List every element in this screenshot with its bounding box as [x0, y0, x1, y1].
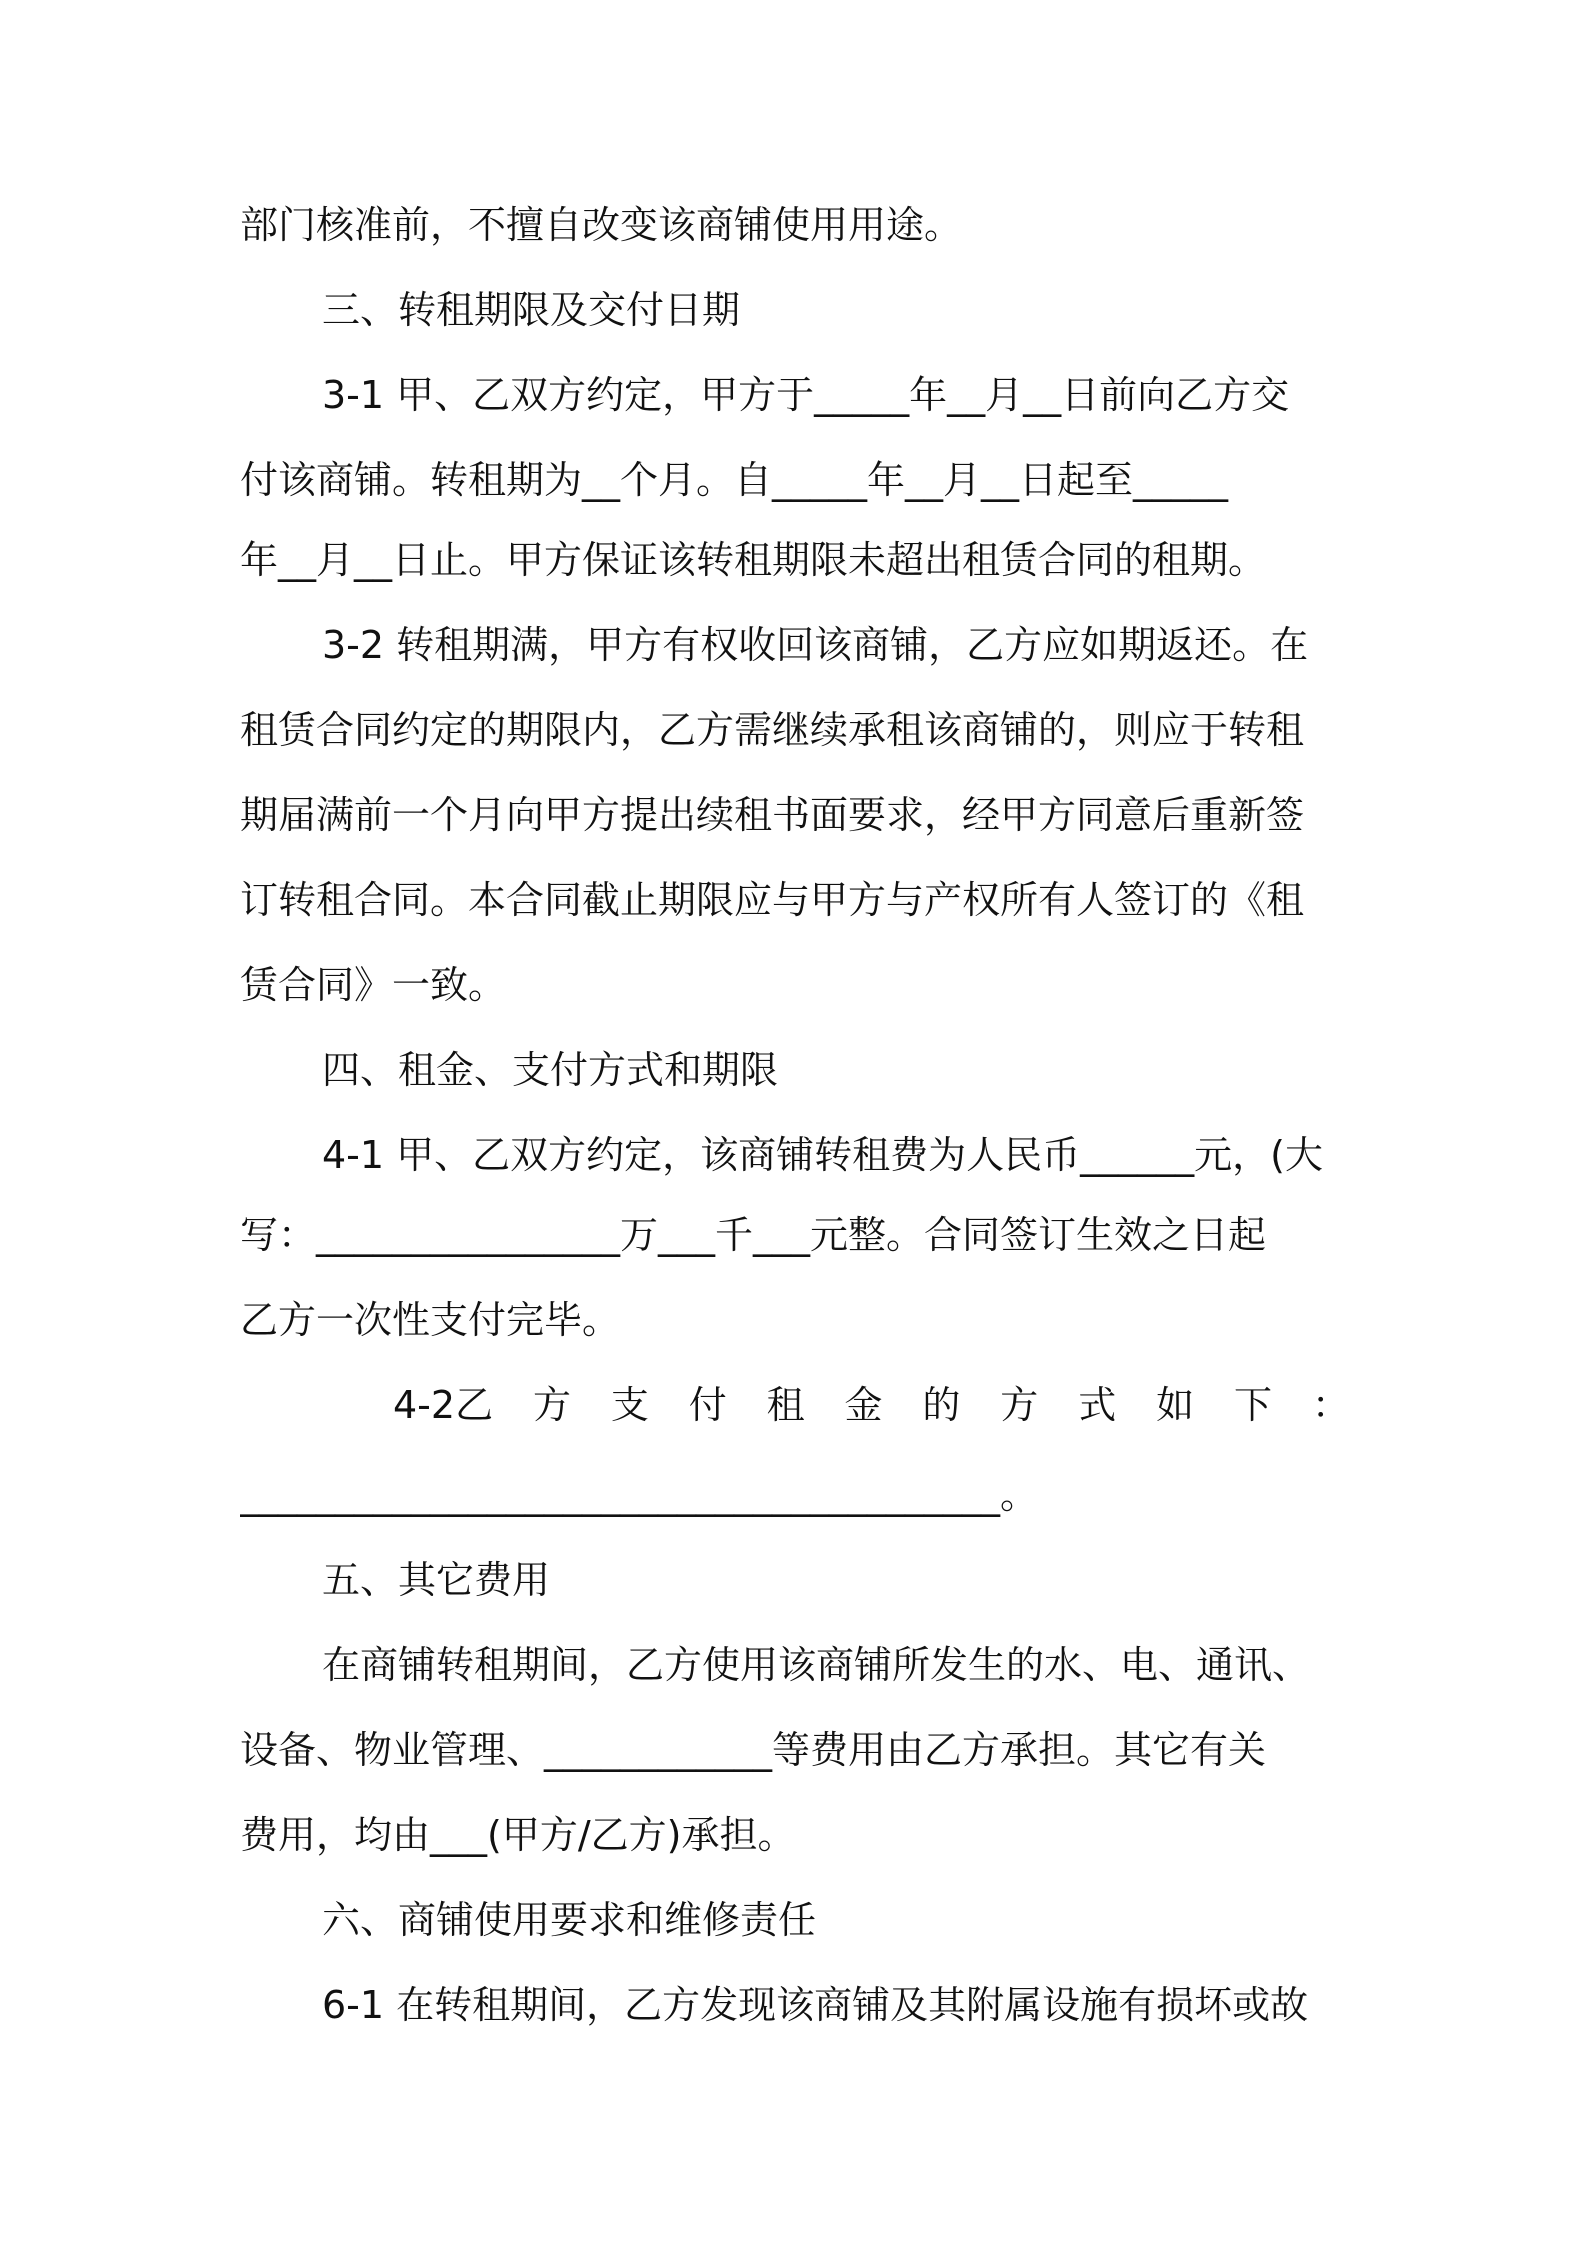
clause-3-2-line: 订转租合同。本合同截止期限应与甲方与产权所有人签订的《租 [240, 878, 1305, 922]
paragraph-line: 部门核准前，不擅自改变该商铺使用用途。 [240, 203, 963, 247]
clause-4-2-char: 下 [1233, 1383, 1272, 1427]
section-heading-5: 五、其它费用 [322, 1558, 551, 1602]
clause-4-2-char: 的 [922, 1383, 961, 1427]
clause-4-2-char: 租 [766, 1383, 805, 1427]
clause-4-1-line: 乙方一次性支付完毕。 [240, 1298, 621, 1342]
section-heading-6: 六、商铺使用要求和维修责任 [322, 1898, 817, 1942]
clause-4-2-char: 式 [1078, 1383, 1117, 1427]
clause-3-2-line: 赁合同》一致。 [240, 963, 507, 1007]
clause-6-1-line: 6-1 在转租期间，乙方发现该商铺及其附属设施有损坏或故 [322, 1983, 1309, 2027]
section-heading-3: 三、转租期限及交付日期 [322, 288, 741, 332]
clause-4-2-char: 支 [610, 1383, 649, 1427]
clause-3-2-line: 3-2 转租期满，甲方有权收回该商铺，乙方应如期返还。在 [322, 623, 1309, 667]
section-heading-4: 四、租金、支付方式和期限 [322, 1048, 779, 1092]
clause-4-2-prefix: 4-2乙 [393, 1383, 494, 1427]
clause-4-2-char: 付 [688, 1383, 727, 1427]
clause-4-2-char: 方 [532, 1383, 571, 1427]
section-5-line: 在商铺转租期间，乙方使用该商铺所发生的水、电、通讯、 [322, 1643, 1311, 1687]
clause-4-1-line: 写：________________万___千___元整。合同签订生效之日起 [240, 1213, 1267, 1257]
section-5-line: 费用，均由___(甲方/乙方)承担。 [240, 1813, 796, 1857]
clause-3-2-line: 期届满前一个月向甲方提出续租书面要求，经甲方同意后重新签 [240, 793, 1305, 837]
clause-4-2-char: 方 [1000, 1383, 1039, 1427]
clause-3-1-line: 年__月__日止。甲方保证该转租期限未超出租赁合同的租期。 [240, 538, 1267, 582]
clause-3-1-line: 3-1 甲、乙双方约定，甲方于_____年__月__日前向乙方交 [322, 373, 1290, 417]
clause-3-2-line: 租赁合同约定的期限内，乙方需继续承租该商铺的，则应于转租 [240, 708, 1305, 752]
clause-4-2-line [393, 1375, 1350, 1435]
clause-3-1-line: 付该商铺。转租期为__个月。自_____年__月__日起至_____ [240, 458, 1229, 502]
clause-4-1-line: 4-1 甲、乙双方约定，该商铺转租费为人民币______元，(大 [322, 1133, 1323, 1177]
clause-4-2-char: ： [1311, 1383, 1350, 1427]
clause-4-2-char: 金 [844, 1383, 883, 1427]
section-5-line: 设备、物业管理、____________等费用由乙方承担。其它有关 [240, 1728, 1267, 1772]
clause-4-2-char: 如 [1156, 1383, 1195, 1427]
clause-4-2-blank-line: ________________________________________。 [240, 1473, 1039, 1517]
